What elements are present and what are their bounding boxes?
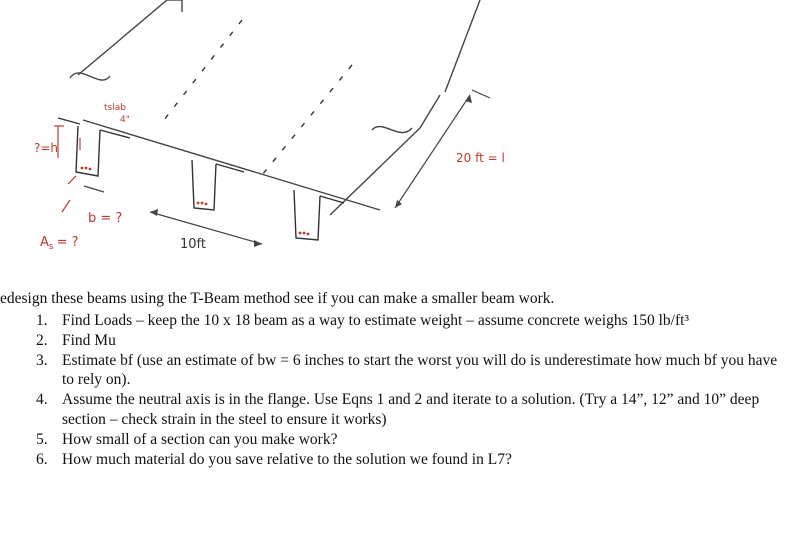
- b-label: b = ?: [88, 211, 123, 226]
- slab-label: tslab: [104, 103, 126, 113]
- step-text: Assume the neutral axis is in the flange. Use Eqns 1 and 2 and iterate to a solution. (Try a 14”, 12” and 10” deep section – check strain in the steel to ensure it works): [62, 391, 760, 428]
- list-item: [36, 450, 786, 470]
- slab-thickness-label: 4": [120, 115, 130, 125]
- list-item: [36, 430, 786, 450]
- step-number: 3.: [36, 351, 48, 369]
- list-item: [36, 331, 786, 351]
- step-text: Find Mu: [62, 331, 116, 349]
- slab-outline: [70, 0, 480, 215]
- step-text: Estimate bf (use an estimate of bw = 6 inches to start the worst you will do is underestimate how much bf you have to rely on).: [62, 351, 778, 389]
- h-label: ?=h: [34, 141, 59, 155]
- steps-list: [36, 311, 786, 469]
- t-beam-sketch: [0, 0, 790, 270]
- list-item: [36, 390, 786, 430]
- as-label: $A_s$ = ?: [40, 235, 79, 252]
- step-number: 5.: [36, 430, 48, 448]
- step-number: 1.: [36, 312, 48, 329]
- step-text: How much material do you save relative to the solution we found in L7?: [62, 450, 512, 468]
- dimension-arrows: [150, 95, 472, 247]
- list-item: [36, 351, 786, 391]
- step-number: 2.: [36, 331, 48, 349]
- step-text: How small of a section can you make work?: [62, 430, 338, 448]
- step-text: Find Loads – keep the 10 x 18 beam as a way to estimate weight – assume concrete weighs 150 lb/ft³: [62, 312, 690, 329]
- length-label: 20 ft = l: [456, 151, 505, 165]
- step-number: 6.: [36, 450, 48, 468]
- spacing-label: 10ft: [180, 237, 206, 252]
- step-number: 4.: [36, 391, 48, 409]
- list-item: [36, 311, 786, 331]
- intro-text: edesign these beams using the T-Beam method see if you can make a smaller beam work.: [0, 290, 555, 307]
